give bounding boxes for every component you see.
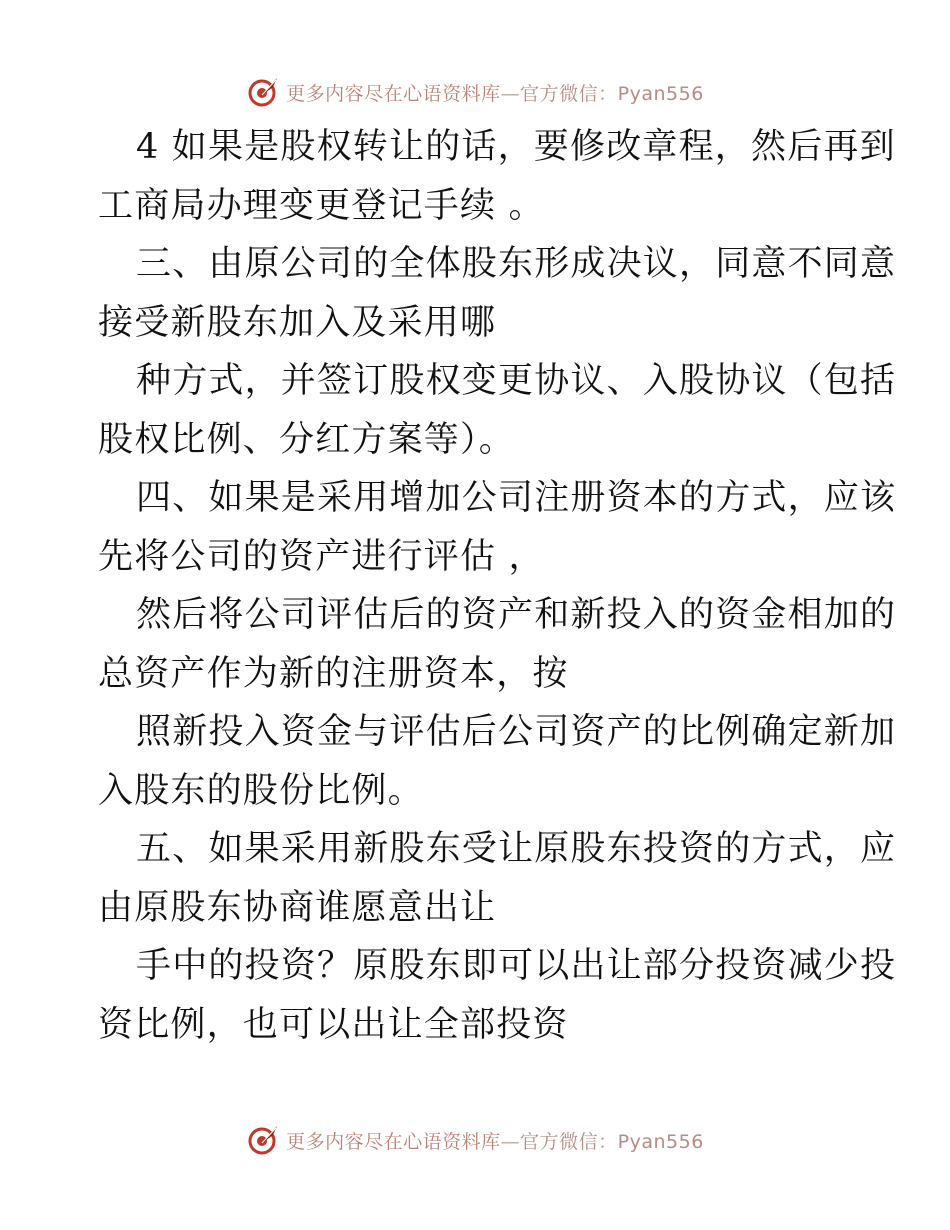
header-banner — [0, 72, 950, 112]
text-line: 由原股东协商谁愿意出让 — [98, 887, 497, 928]
header-separator: — — [500, 82, 521, 105]
text-line: 股权比例、分红方案等）。 — [98, 419, 515, 460]
text-line: 4 如果是股权转让的话，要修改章程，然后再到 — [136, 127, 896, 167]
text-line: 入股东的股份比例。 — [98, 770, 424, 811]
footer-banner — [0, 1120, 950, 1160]
footer-text — [286, 1127, 704, 1154]
text-line: 三、由原公司的全体股东形成决议，同意不同意 — [136, 244, 897, 284]
quill-logo-icon — [246, 75, 280, 109]
quill-logo-icon — [246, 1123, 280, 1157]
text-line: 手中的投资？原股东即可以出让部分投资减少投 — [136, 946, 897, 986]
header-wechat-text: 官方微信：Pyan556 — [520, 82, 704, 105]
text-line: 先将公司的资产进行评估 ， — [98, 536, 545, 577]
text-line: 照新投入资金与评估后公司资产的比例确定新加 — [136, 712, 897, 752]
text-line: 工商局办理变更登记手续 。 — [98, 185, 545, 226]
text-line: 资比例，也可以出让全部投资 — [98, 1004, 569, 1045]
document-body — [98, 118, 897, 1054]
footer-brand-text: 更多内容尽在心语资料库 — [286, 1130, 501, 1153]
header-brand-text: 更多内容尽在心语资料库 — [286, 82, 501, 105]
text-line: 然后将公司评估后的资产和新投入的资金相加的 — [136, 595, 897, 635]
text-line: 四、如果是采用增加公司注册资本的方式，应该 — [136, 478, 897, 518]
footer-separator: — — [500, 1130, 521, 1153]
text-line: 种方式，并签订股权变更协议、入股协议（包括 — [136, 361, 897, 401]
header-text — [286, 79, 704, 106]
text-line: 接受新股东加入及采用哪 — [98, 302, 497, 343]
text-line: 总资产作为新的注册资本，按 — [98, 653, 569, 694]
text-line: 五、如果采用新股东受让原股东投资的方式，应 — [136, 829, 897, 869]
footer-wechat-text: 官方微信：Pyan556 — [520, 1130, 704, 1153]
